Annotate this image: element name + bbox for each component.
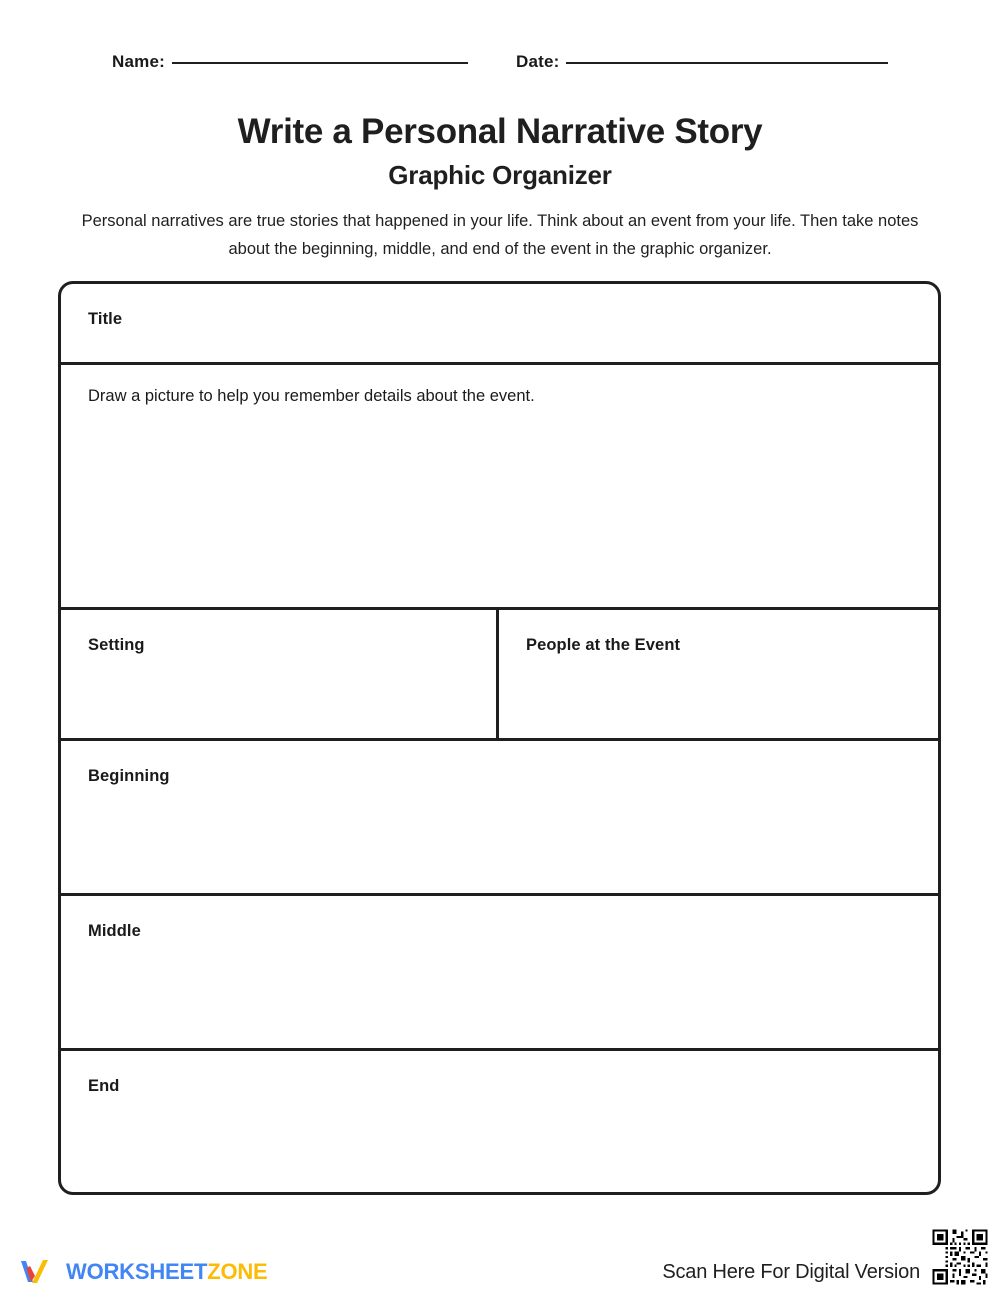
people-field-label: People at the Event [526, 635, 681, 654]
end-field-label: End [88, 1076, 120, 1095]
logo-w-mark-icon [18, 1256, 58, 1288]
page-subtitle: Graphic Organizer [388, 160, 612, 190]
organizer-cell-people[interactable] [499, 610, 938, 738]
middle-field-label: Middle [88, 921, 141, 940]
worksheet-zone-logo[interactable] [18, 1252, 268, 1292]
beginning-field-label: Beginning [88, 766, 170, 785]
instructions-text: Personal narratives are true stories that happened in your life. Think about an event from your life. Then take notes about the beginning, middle, and end of the event in the graphic organizer. [81, 212, 919, 258]
logo-text-zone: ZONE [207, 1259, 268, 1284]
logo-wordmark [66, 1259, 268, 1285]
organizer-row-setting-people [61, 610, 938, 741]
date-label: Date: [515, 52, 560, 71]
page-title: Write a Personal Narrative Story [237, 112, 763, 151]
logo-text-worksheet: WORKSHEET [66, 1259, 208, 1284]
organizer-row-end[interactable] [61, 1051, 938, 1192]
draw-instruction-label: Draw a picture to help you remember details about the event. [88, 387, 535, 406]
graphic-organizer-table [58, 281, 941, 1195]
organizer-cell-setting[interactable] [61, 610, 499, 738]
organizer-row-middle[interactable] [61, 896, 938, 1051]
title-field-label: Title [88, 310, 123, 328]
date-write-line[interactable] [566, 62, 888, 64]
organizer-row-beginning[interactable] [61, 741, 938, 896]
qr-code-icon[interactable] [928, 1225, 992, 1289]
name-label: Name: [112, 52, 165, 71]
organizer-row-draw[interactable] [61, 365, 938, 609]
scan-here-text: Scan Here For Digital Version [662, 1261, 920, 1283]
name-date-header [112, 52, 902, 72]
name-write-line[interactable] [172, 62, 468, 64]
organizer-row-title[interactable] [61, 284, 938, 365]
setting-field-label: Setting [88, 635, 145, 654]
